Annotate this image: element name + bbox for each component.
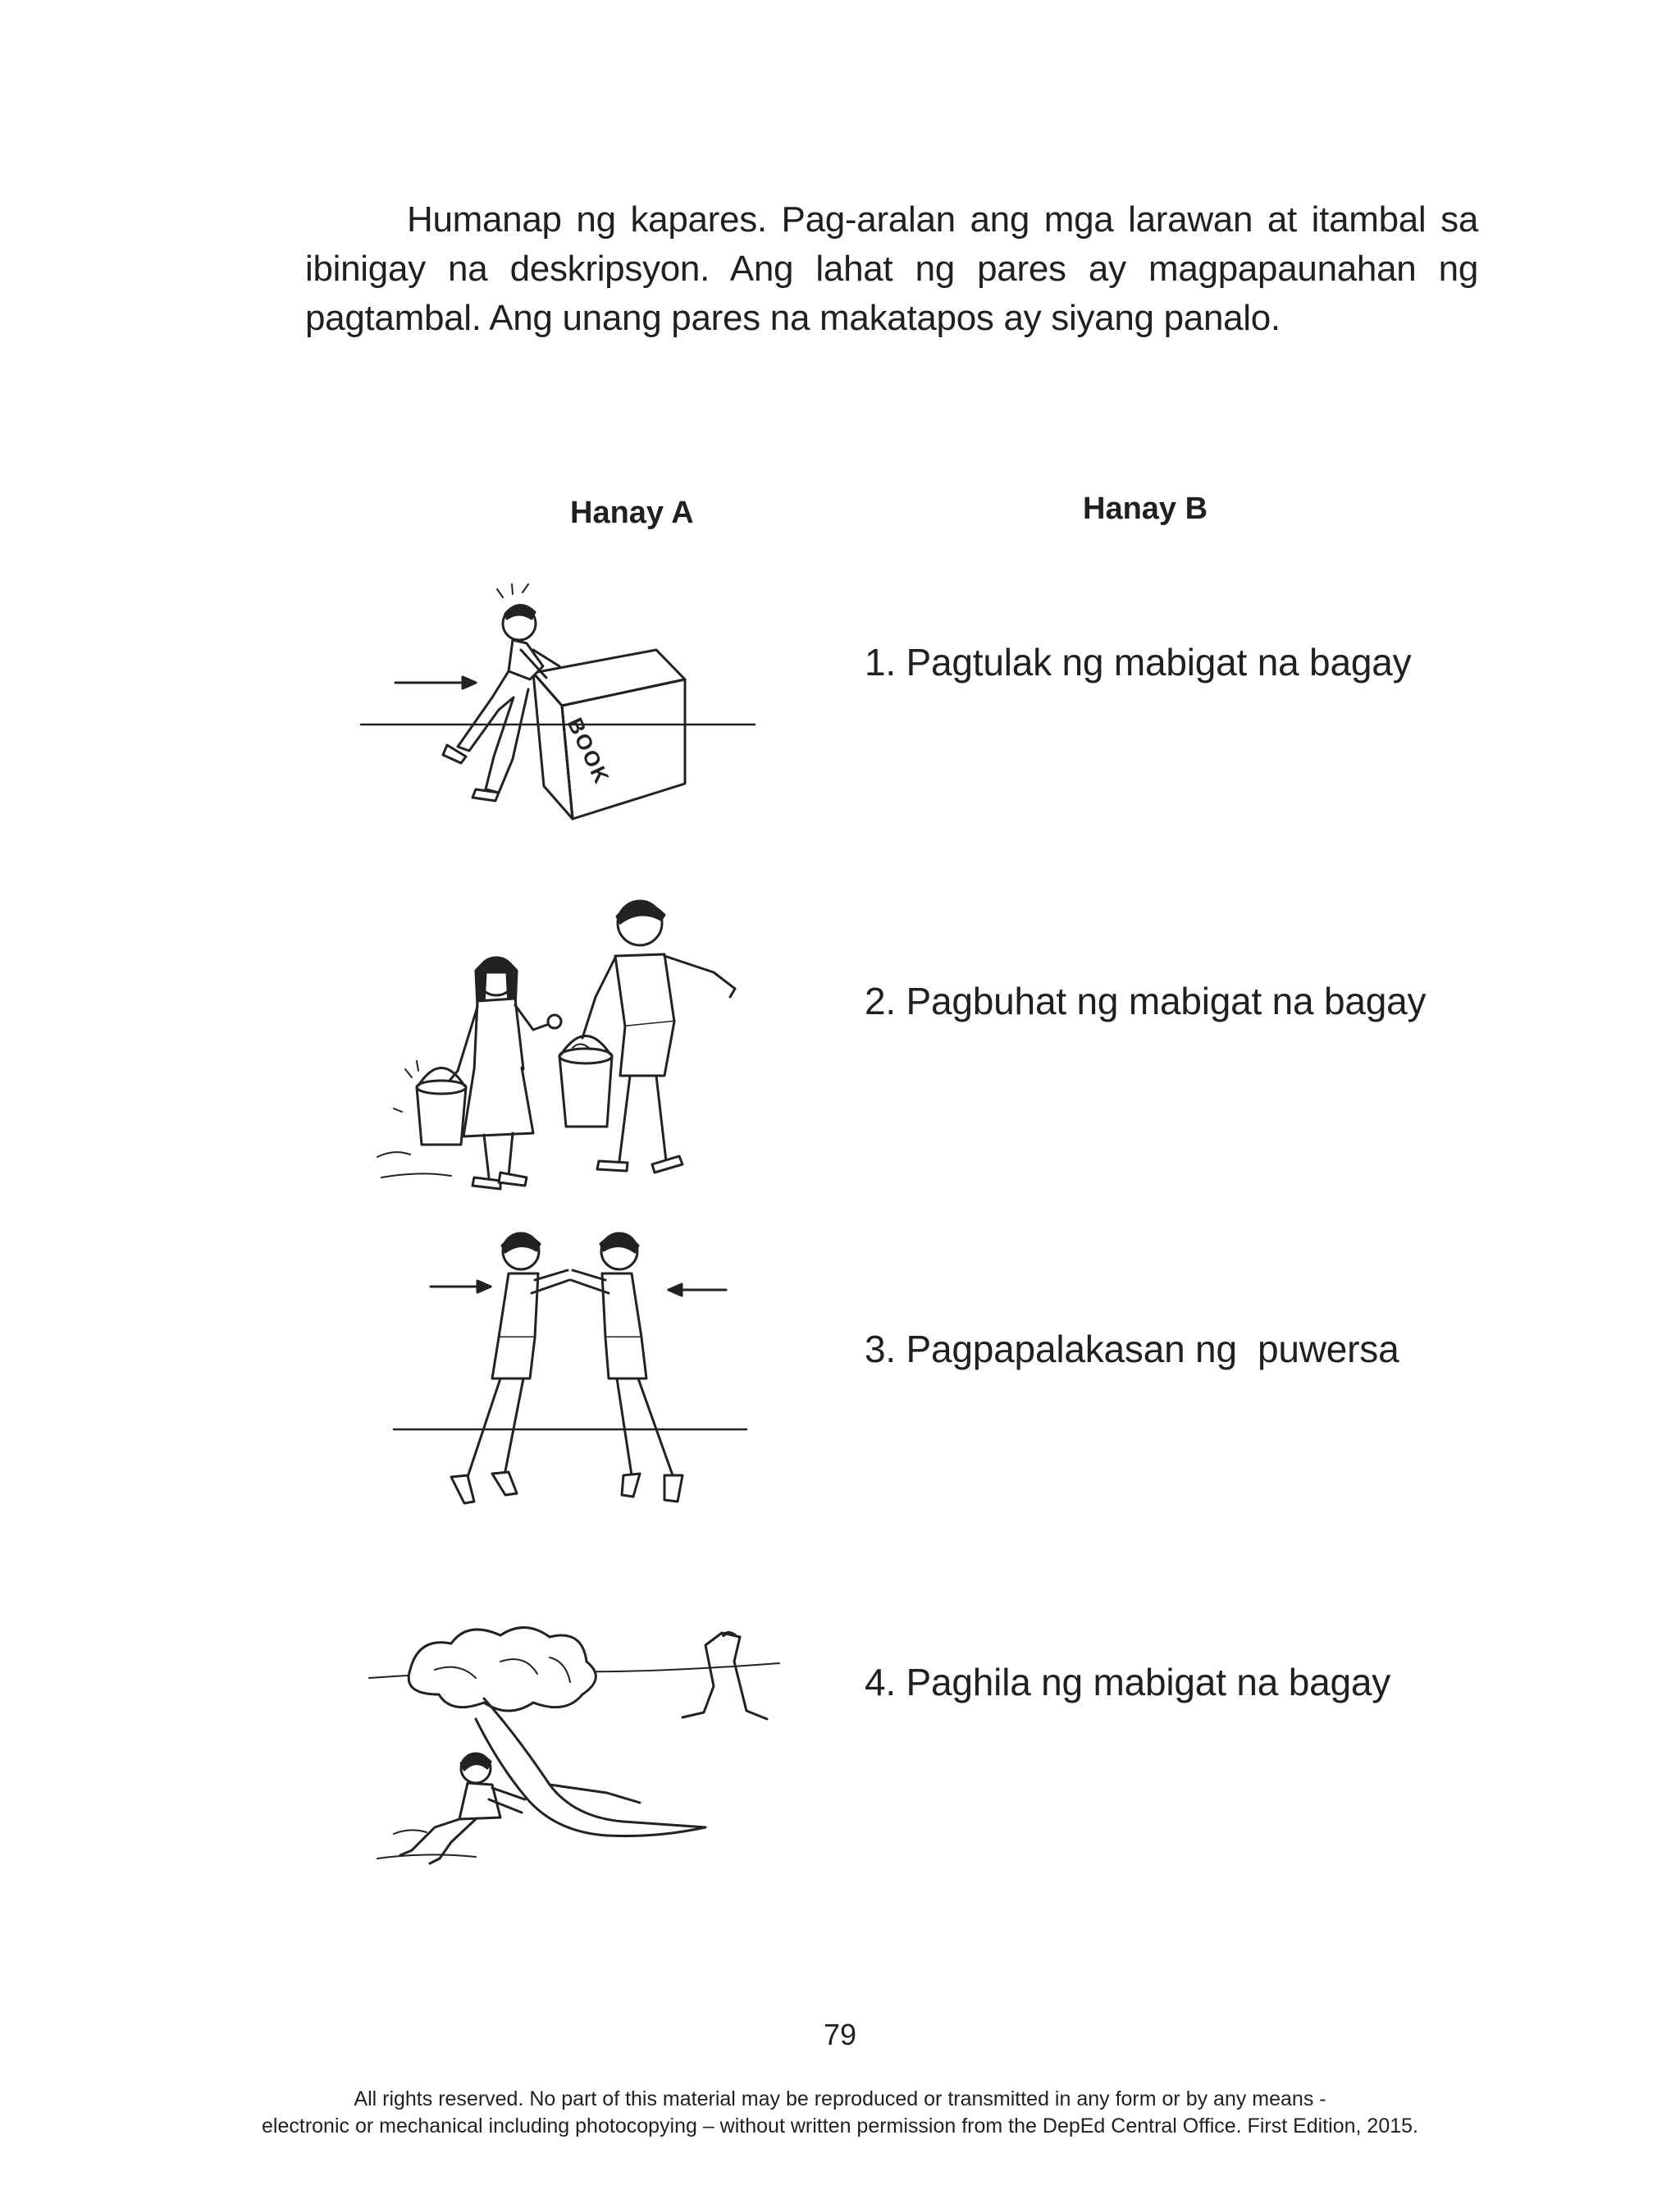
illustration-pushing-box [353,574,779,845]
footer-line-2: electronic or mechanical including photocopying – without written permission from the DepEd Central Office. First Edition, 2015. [262,2115,1418,2137]
instructions-text: Humanap ng kapares. Pag-aralan ang mga larawan at itambal sa ibinigay na deskripsyon. Ang lahat ng pares ay magpapaunahan ng pagtambal. Ang unang pares na makatapos ay siyang panalo. [305,199,1478,338]
footer-line-1: All rights reserved. No part of this material may be reproduced or transmitted in any form or by any means - [354,2087,1326,2110]
illustration-pulling-tree [361,1612,788,1867]
illustration-carrying-buckets [369,866,755,1202]
instructions-paragraph [305,195,1478,343]
column-b-heading: Hanay B [1083,491,1208,526]
hanay-b-item-2: 2. Pagbuhat ng mabigat na bagay [865,980,1427,1022]
hanay-b-item-4: 4. Paghila ng mabigat na bagay [865,1661,1391,1703]
illustration-opposing-forces [386,1214,755,1526]
hanay-b-item-1: 1. Pagtulak ng mabigat na bagay [865,641,1412,684]
copyright-footer [0,2086,1680,2140]
page-number: 79 [823,2018,857,2051]
box-label: BOOK [562,714,615,789]
hanay-b-item-3: 3. Pagpapalakasan ng puwersa [865,1328,1399,1370]
column-a-heading: Hanay A [570,496,694,530]
